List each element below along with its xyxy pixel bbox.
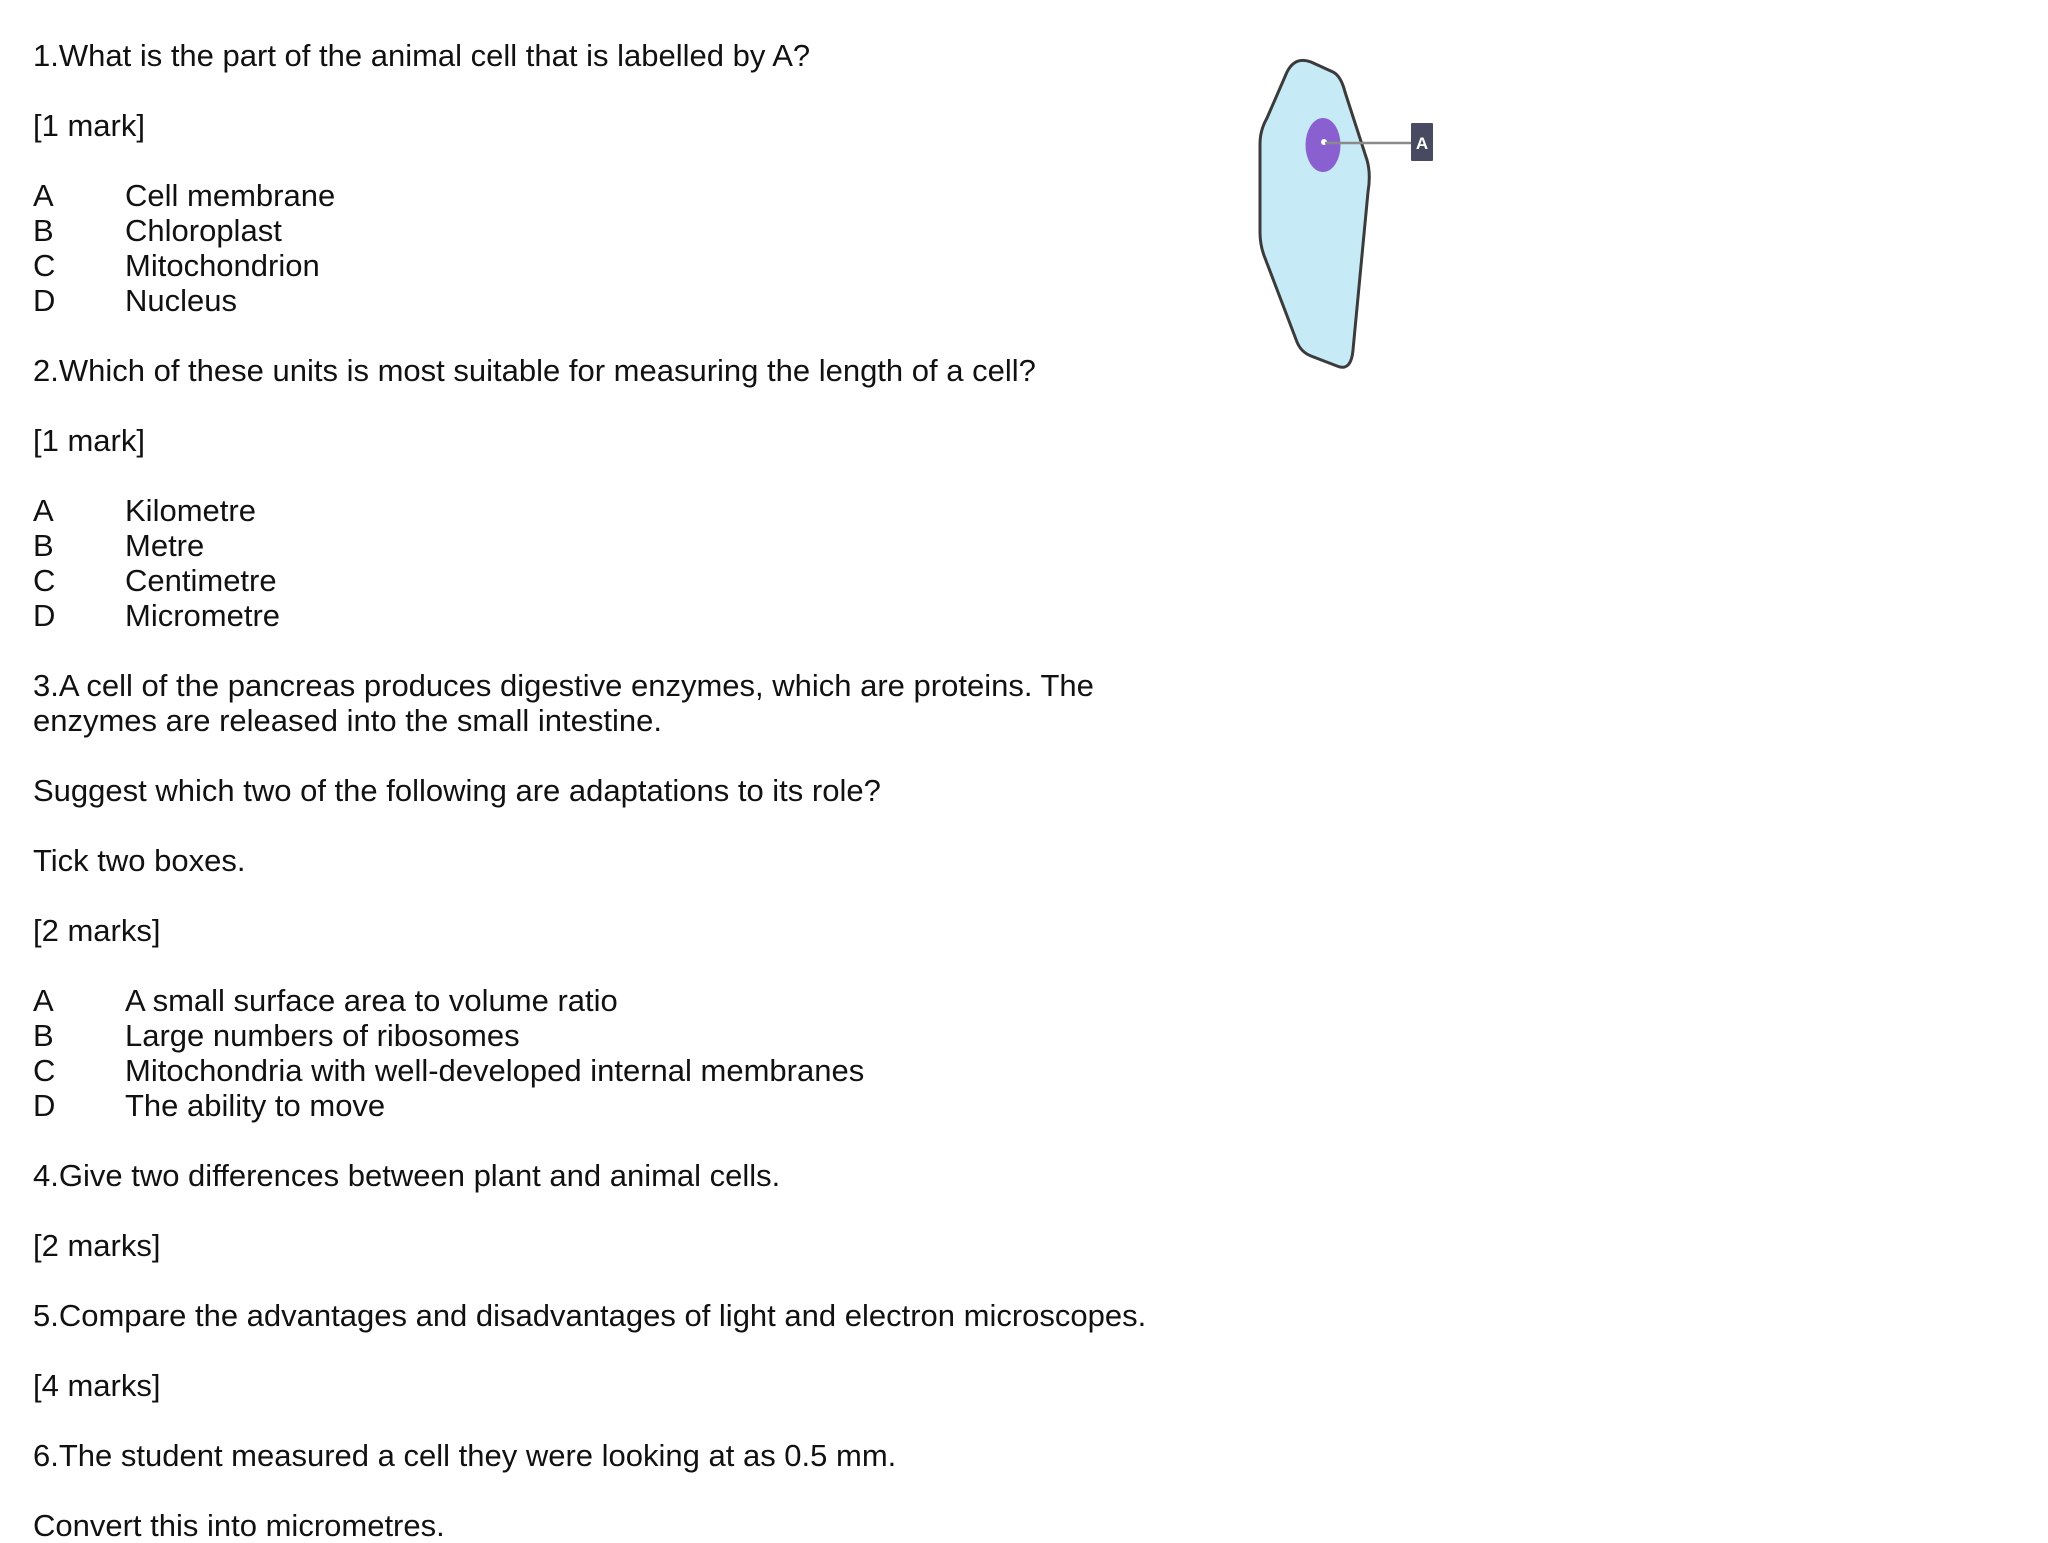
option-text: Chloroplast bbox=[125, 213, 282, 248]
nucleus bbox=[1306, 118, 1341, 172]
cell-illustration bbox=[1225, 52, 1455, 382]
option-row bbox=[33, 983, 1193, 1018]
question-6: 6.The student measured a cell they were looking at as 0.5 mm. bbox=[33, 1438, 897, 1473]
option-letter: A bbox=[33, 983, 54, 1018]
option-text: Mitochondria with well-developed internal membranes bbox=[125, 1053, 865, 1088]
option-letter: A bbox=[33, 178, 54, 213]
label-a: A bbox=[1415, 134, 1429, 153]
option-row bbox=[33, 178, 1193, 213]
question-3-marks: [2 marks] bbox=[33, 913, 161, 948]
question-5: 5.Compare the advantages and disadvantages of light and electron microscopes. bbox=[33, 1298, 1147, 1333]
option-text: Nucleus bbox=[125, 283, 237, 318]
option-row bbox=[33, 493, 1193, 528]
question-4: 4.Give two differences between plant and animal cells. bbox=[33, 1158, 781, 1193]
question-4-marks: [2 marks] bbox=[33, 1228, 161, 1263]
option-text: Kilometre bbox=[125, 493, 256, 528]
question-5-marks: [4 marks] bbox=[33, 1368, 161, 1403]
option-letter: D bbox=[33, 283, 56, 318]
option-letter: D bbox=[33, 598, 56, 633]
option-letter: D bbox=[33, 1088, 56, 1123]
option-letter: C bbox=[33, 563, 56, 598]
option-text: Metre bbox=[125, 528, 205, 563]
option-row bbox=[33, 1088, 1193, 1123]
question-6-instruction: Convert this into micrometres. bbox=[33, 1508, 445, 1543]
question-3-prompt: Suggest which two of the following are adaptations to its role? bbox=[33, 773, 881, 808]
option-text: Mitochondrion bbox=[125, 248, 320, 283]
worksheet bbox=[33, 38, 1193, 1543]
option-letter: B bbox=[33, 528, 54, 563]
question-3-line-2: enzymes are released into the small intestine. bbox=[33, 703, 662, 738]
option-row bbox=[33, 248, 1193, 283]
option-row bbox=[33, 1018, 1193, 1053]
question-2: 2.Which of these units is most suitable for measuring the length of a cell? bbox=[33, 353, 1036, 388]
option-row bbox=[33, 1053, 1193, 1088]
question-3-options bbox=[33, 983, 1193, 1123]
option-text: A small surface area to volume ratio bbox=[125, 983, 618, 1018]
cell-body bbox=[1260, 60, 1369, 367]
question-3-line-1: 3.A cell of the pancreas produces digestive enzymes, which are proteins. The bbox=[33, 668, 1094, 703]
option-row bbox=[33, 598, 1193, 633]
question-2-options bbox=[33, 493, 1193, 633]
question-1: 1.What is the part of the animal cell that is labelled by A? bbox=[33, 38, 811, 73]
option-row bbox=[33, 528, 1193, 563]
animal-cell-diagram bbox=[1225, 52, 1455, 382]
option-text: Centimetre bbox=[125, 563, 277, 598]
option-text: Cell membrane bbox=[125, 178, 336, 213]
question-3-instruction: Tick two boxes. bbox=[33, 843, 246, 878]
option-letter: A bbox=[33, 493, 54, 528]
option-row bbox=[33, 213, 1193, 248]
option-text: Large numbers of ribosomes bbox=[125, 1018, 520, 1053]
option-letter: C bbox=[33, 1053, 56, 1088]
option-row bbox=[33, 563, 1193, 598]
option-row bbox=[33, 283, 1193, 318]
option-letter: B bbox=[33, 213, 54, 248]
question-2-marks: [1 mark] bbox=[33, 423, 145, 458]
option-text: The ability to move bbox=[125, 1088, 386, 1123]
question-1-marks: [1 mark] bbox=[33, 108, 145, 143]
question-1-options bbox=[33, 178, 1193, 318]
option-text: Micrometre bbox=[125, 598, 281, 633]
option-letter: C bbox=[33, 248, 56, 283]
option-letter: B bbox=[33, 1018, 54, 1053]
